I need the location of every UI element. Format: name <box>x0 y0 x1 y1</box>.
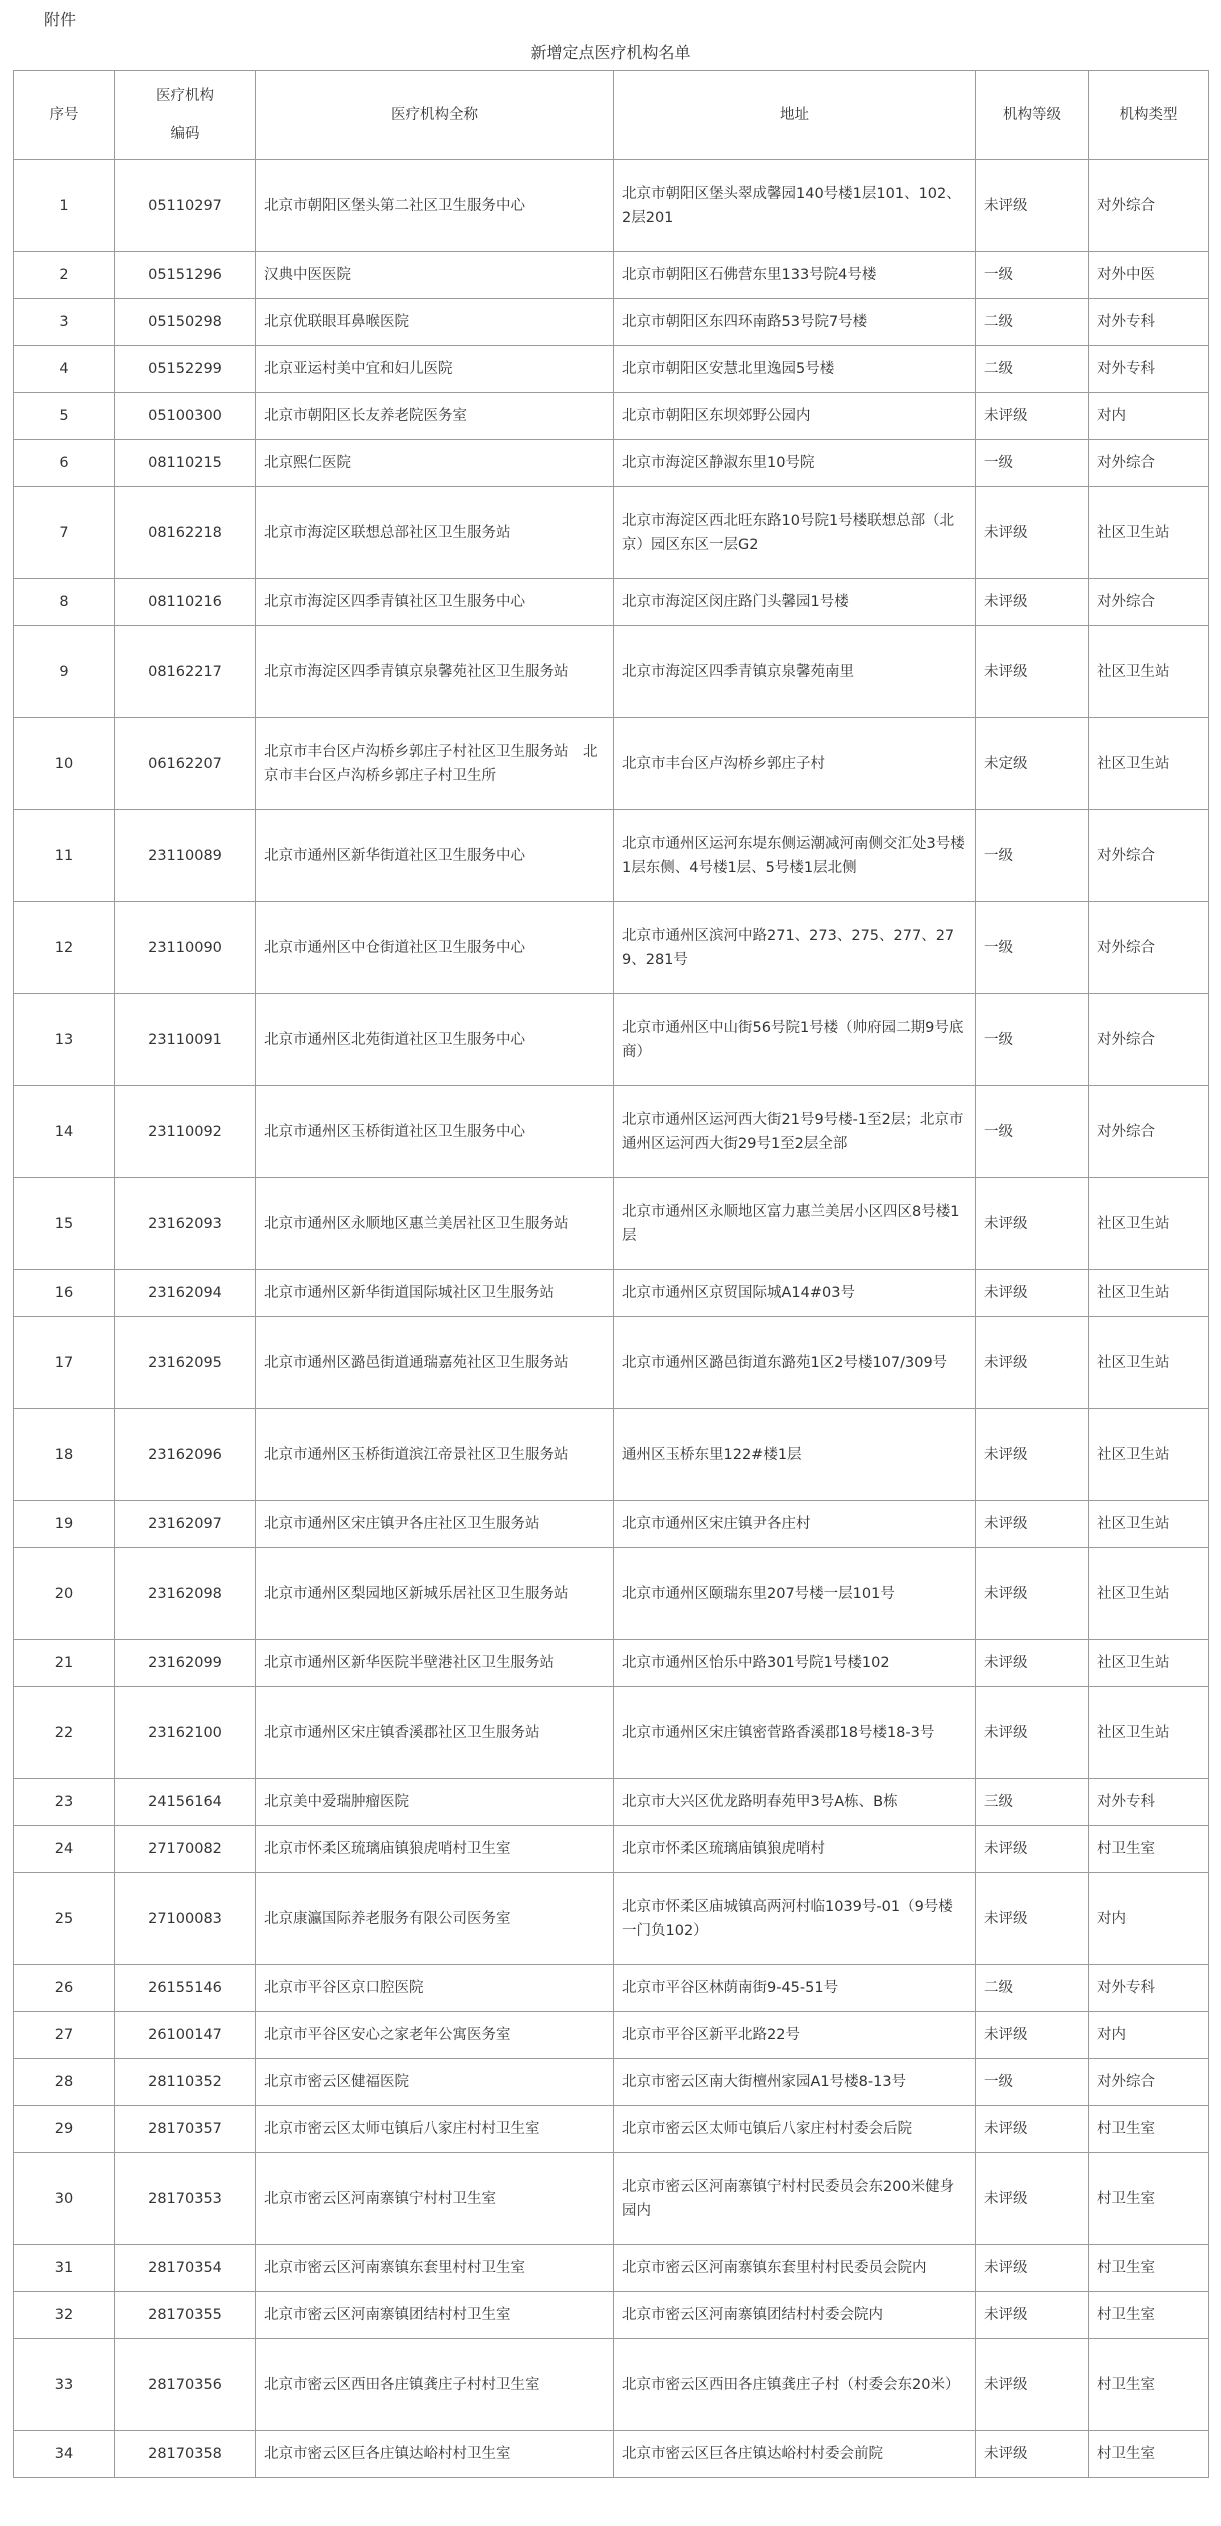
cell-level: 未评级 <box>976 1873 1089 1965</box>
cell-type: 村卫生室 <box>1089 1826 1209 1873</box>
cell-code: 08110216 <box>115 579 256 626</box>
table-row <box>14 1640 1209 1687</box>
cell-name: 北京市通州区梨园地区新城乐居社区卫生服务站 <box>256 1548 614 1640</box>
cell-level: 二级 <box>976 1965 1089 2012</box>
cell-code: 05100300 <box>115 393 256 440</box>
cell-seq: 14 <box>14 1086 115 1178</box>
table-row <box>14 579 1209 626</box>
table-row <box>14 440 1209 487</box>
cell-name: 汉典中医医院 <box>256 252 614 299</box>
table-row <box>14 810 1209 902</box>
table-row <box>14 1687 1209 1779</box>
cell-seq: 18 <box>14 1409 115 1501</box>
cell-seq: 22 <box>14 1687 115 1779</box>
cell-seq: 2 <box>14 252 115 299</box>
cell-name: 北京市密云区河南寨镇宁村村卫生室 <box>256 2153 614 2245</box>
cell-name: 北京市密云区巨各庄镇达峪村村卫生室 <box>256 2431 614 2478</box>
cell-code: 28170354 <box>115 2245 256 2292</box>
cell-code: 28110352 <box>115 2059 256 2106</box>
cell-type: 村卫生室 <box>1089 2245 1209 2292</box>
cell-level: 二级 <box>976 346 1089 393</box>
cell-address: 北京市通州区运河东堤东侧运潮减河南侧交汇处3号楼1层东侧、4号楼1层、5号楼1层北侧 <box>614 810 976 902</box>
cell-code: 06162207 <box>115 718 256 810</box>
cell-name: 北京市通州区中仓街道社区卫生服务中心 <box>256 902 614 994</box>
table-row <box>14 1317 1209 1409</box>
cell-code: 23162098 <box>115 1548 256 1640</box>
cell-type: 对内 <box>1089 2012 1209 2059</box>
cell-level: 未评级 <box>976 160 1089 252</box>
cell-type: 对外中医 <box>1089 252 1209 299</box>
header-seq: 序号 <box>14 71 115 160</box>
cell-code: 27170082 <box>115 1826 256 1873</box>
cell-level: 未评级 <box>976 2431 1089 2478</box>
cell-seq: 25 <box>14 1873 115 1965</box>
cell-type: 社区卫生站 <box>1089 1178 1209 1270</box>
cell-type: 村卫生室 <box>1089 2431 1209 2478</box>
table-row <box>14 718 1209 810</box>
table-row <box>14 1178 1209 1270</box>
header-code-line1: 医疗机构 <box>156 88 214 104</box>
table-row <box>14 346 1209 393</box>
cell-address: 北京市平谷区新平北路22号 <box>614 2012 976 2059</box>
header-type: 机构类型 <box>1089 71 1209 160</box>
cell-name: 北京市密云区河南寨镇团结村村卫生室 <box>256 2292 614 2339</box>
cell-address: 北京市通州区运河西大街21号9号楼-1至2层；北京市通州区运河西大街29号1至2层全部 <box>614 1086 976 1178</box>
cell-address: 北京市通州区宋庄镇密菅路香溪郡18号楼18-3号 <box>614 1687 976 1779</box>
cell-level: 三级 <box>976 1779 1089 1826</box>
cell-code: 28170355 <box>115 2292 256 2339</box>
cell-code: 28170358 <box>115 2431 256 2478</box>
cell-name: 北京美中爱瑞肿瘤医院 <box>256 1779 614 1826</box>
cell-level: 未评级 <box>976 1409 1089 1501</box>
cell-seq: 6 <box>14 440 115 487</box>
cell-name: 北京市通州区北苑街道社区卫生服务中心 <box>256 994 614 1086</box>
cell-type: 对外专科 <box>1089 299 1209 346</box>
cell-address: 北京市海淀区闵庄路门头馨园1号楼 <box>614 579 976 626</box>
cell-level: 未评级 <box>976 2153 1089 2245</box>
cell-type: 社区卫生站 <box>1089 1501 1209 1548</box>
cell-level: 未评级 <box>976 2339 1089 2431</box>
cell-name: 北京市海淀区四季青镇京泉馨苑社区卫生服务站 <box>256 626 614 718</box>
cell-seq: 23 <box>14 1779 115 1826</box>
table-row <box>14 2292 1209 2339</box>
cell-type: 社区卫生站 <box>1089 1270 1209 1317</box>
table-row <box>14 1548 1209 1640</box>
cell-type: 对外综合 <box>1089 440 1209 487</box>
cell-name: 北京市密云区健福医院 <box>256 2059 614 2106</box>
cell-level: 未评级 <box>976 2245 1089 2292</box>
cell-name: 北京市通州区玉桥街道滨江帝景社区卫生服务站 <box>256 1409 614 1501</box>
cell-seq: 7 <box>14 487 115 579</box>
cell-level: 未评级 <box>976 1687 1089 1779</box>
cell-seq: 28 <box>14 2059 115 2106</box>
cell-type: 对外综合 <box>1089 810 1209 902</box>
cell-address: 通州区玉桥东里122#楼1层 <box>614 1409 976 1501</box>
cell-address: 北京市朝阳区东四环南路53号院7号楼 <box>614 299 976 346</box>
cell-seq: 30 <box>14 2153 115 2245</box>
cell-code: 23162097 <box>115 1501 256 1548</box>
cell-seq: 13 <box>14 994 115 1086</box>
cell-address: 北京市怀柔区庙城镇高两河村临1039号-01（9号楼一门负102） <box>614 1873 976 1965</box>
cell-address: 北京市通州区颐瑞东里207号楼一层101号 <box>614 1548 976 1640</box>
cell-code: 08162218 <box>115 487 256 579</box>
cell-seq: 12 <box>14 902 115 994</box>
cell-seq: 5 <box>14 393 115 440</box>
cell-address: 北京市海淀区西北旺东路10号院1号楼联想总部（北京）园区东区一层G2 <box>614 487 976 579</box>
cell-type: 对外综合 <box>1089 1086 1209 1178</box>
cell-seq: 31 <box>14 2245 115 2292</box>
cell-name: 北京市丰台区卢沟桥乡郭庄子村社区卫生服务站 北京市丰台区卢沟桥乡郭庄子村卫生所 <box>256 718 614 810</box>
cell-address: 北京市朝阳区堡头翠成馨园140号楼1层101、102、2层201 <box>614 160 976 252</box>
cell-type: 对外综合 <box>1089 160 1209 252</box>
cell-address: 北京市密云区南大街檀州家园A1号楼8-13号 <box>614 2059 976 2106</box>
cell-name: 北京市平谷区京口腔医院 <box>256 1965 614 2012</box>
cell-level: 未评级 <box>976 579 1089 626</box>
document-title: 新增定点医疗机构名单 <box>530 43 691 62</box>
cell-name: 北京市朝阳区堡头第二社区卫生服务中心 <box>256 160 614 252</box>
table-row <box>14 1270 1209 1317</box>
cell-name: 北京优联眼耳鼻喉医院 <box>256 299 614 346</box>
cell-code: 28170357 <box>115 2106 256 2153</box>
cell-code: 05151296 <box>115 252 256 299</box>
cell-address: 北京市朝阳区石佛营东里133号院4号楼 <box>614 252 976 299</box>
cell-code: 05150298 <box>115 299 256 346</box>
table-row <box>14 299 1209 346</box>
cell-type: 对外综合 <box>1089 994 1209 1086</box>
cell-type: 社区卫生站 <box>1089 487 1209 579</box>
cell-address: 北京市密云区太师屯镇后八家庄村村委会后院 <box>614 2106 976 2153</box>
cell-address: 北京市密云区河南寨镇宁村村民委员会东200米健身园内 <box>614 2153 976 2245</box>
cell-name: 北京康瀛国际养老服务有限公司医务室 <box>256 1873 614 1965</box>
cell-name: 北京市朝阳区长友养老院医务室 <box>256 393 614 440</box>
table-header-row <box>14 71 1209 160</box>
cell-code: 28170356 <box>115 2339 256 2431</box>
cell-type: 对外综合 <box>1089 579 1209 626</box>
table-row <box>14 1086 1209 1178</box>
cell-address: 北京市平谷区林荫南街9-45-51号 <box>614 1965 976 2012</box>
table-row <box>14 902 1209 994</box>
cell-type: 对外专科 <box>1089 346 1209 393</box>
cell-address: 北京市通州区怡乐中路301号院1号楼102 <box>614 1640 976 1687</box>
cell-code: 23110090 <box>115 902 256 994</box>
cell-level: 未评级 <box>976 1826 1089 1873</box>
cell-code: 26155146 <box>115 1965 256 2012</box>
cell-address: 北京市丰台区卢沟桥乡郭庄子村 <box>614 718 976 810</box>
table-row <box>14 2106 1209 2153</box>
cell-type: 社区卫生站 <box>1089 1548 1209 1640</box>
cell-seq: 19 <box>14 1501 115 1548</box>
cell-address: 北京市密云区河南寨镇东套里村村民委员会院内 <box>614 2245 976 2292</box>
cell-name: 北京市平谷区安心之家老年公寓医务室 <box>256 2012 614 2059</box>
cell-name: 北京市通州区新华街道社区卫生服务中心 <box>256 810 614 902</box>
cell-level: 未评级 <box>976 1178 1089 1270</box>
cell-seq: 17 <box>14 1317 115 1409</box>
cell-seq: 33 <box>14 2339 115 2431</box>
cell-level: 一级 <box>976 902 1089 994</box>
cell-type: 对内 <box>1089 393 1209 440</box>
cell-address: 北京市怀柔区琉璃庙镇狼虎哨村 <box>614 1826 976 1873</box>
cell-address: 北京市朝阳区安慧北里逸园5号楼 <box>614 346 976 393</box>
cell-type: 对外专科 <box>1089 1965 1209 2012</box>
cell-seq: 3 <box>14 299 115 346</box>
cell-level: 未评级 <box>976 1501 1089 1548</box>
cell-level: 一级 <box>976 2059 1089 2106</box>
header-name: 医疗机构全称 <box>256 71 614 160</box>
cell-name: 北京市密云区河南寨镇东套里村村卫生室 <box>256 2245 614 2292</box>
cell-address: 北京市海淀区四季青镇京泉馨苑南里 <box>614 626 976 718</box>
cell-code: 05110297 <box>115 160 256 252</box>
table-row <box>14 160 1209 252</box>
cell-type: 对外专科 <box>1089 1779 1209 1826</box>
cell-code: 27100083 <box>115 1873 256 1965</box>
cell-code: 23110092 <box>115 1086 256 1178</box>
cell-name: 北京市通州区玉桥街道社区卫生服务中心 <box>256 1086 614 1178</box>
cell-type: 村卫生室 <box>1089 2153 1209 2245</box>
cell-code: 08162217 <box>115 626 256 718</box>
table-row <box>14 393 1209 440</box>
table-row <box>14 1409 1209 1501</box>
cell-name: 北京市通州区宋庄镇香溪郡社区卫生服务站 <box>256 1687 614 1779</box>
cell-level: 一级 <box>976 810 1089 902</box>
cell-level: 二级 <box>976 299 1089 346</box>
cell-address: 北京市通州区京贸国际城A14#03号 <box>614 1270 976 1317</box>
cell-level: 一级 <box>976 994 1089 1086</box>
cell-code: 24156164 <box>115 1779 256 1826</box>
table-row <box>14 1501 1209 1548</box>
header-level: 机构等级 <box>976 71 1089 160</box>
cell-seq: 34 <box>14 2431 115 2478</box>
cell-seq: 20 <box>14 1548 115 1640</box>
cell-address: 北京市大兴区优龙路明春苑甲3号A栋、B栋 <box>614 1779 976 1826</box>
table-row <box>14 1779 1209 1826</box>
cell-code: 23162094 <box>115 1270 256 1317</box>
cell-type: 社区卫生站 <box>1089 718 1209 810</box>
cell-code: 05152299 <box>115 346 256 393</box>
cell-level: 一级 <box>976 1086 1089 1178</box>
cell-address: 北京市通州区宋庄镇尹各庄村 <box>614 1501 976 1548</box>
cell-seq: 29 <box>14 2106 115 2153</box>
cell-level: 未评级 <box>976 487 1089 579</box>
cell-seq: 21 <box>14 1640 115 1687</box>
cell-level: 一级 <box>976 252 1089 299</box>
cell-seq: 24 <box>14 1826 115 1873</box>
cell-name: 北京市通州区永顺地区惠兰美居社区卫生服务站 <box>256 1178 614 1270</box>
table-row <box>14 2153 1209 2245</box>
cell-type: 村卫生室 <box>1089 2292 1209 2339</box>
cell-name: 北京市通州区宋庄镇尹各庄社区卫生服务站 <box>256 1501 614 1548</box>
cell-type: 村卫生室 <box>1089 2339 1209 2431</box>
table-row <box>14 2245 1209 2292</box>
cell-seq: 8 <box>14 579 115 626</box>
table-row <box>14 1873 1209 1965</box>
cell-code: 23162093 <box>115 1178 256 1270</box>
cell-level: 未评级 <box>976 2012 1089 2059</box>
cell-name: 北京亚运村美中宜和妇儿医院 <box>256 346 614 393</box>
cell-name: 北京市海淀区四季青镇社区卫生服务中心 <box>256 579 614 626</box>
cell-level: 一级 <box>976 440 1089 487</box>
cell-address: 北京市密云区西田各庄镇龚庄子村（村委会东20米） <box>614 2339 976 2431</box>
cell-level: 未评级 <box>976 2292 1089 2339</box>
cell-type: 对内 <box>1089 1873 1209 1965</box>
cell-type: 社区卫生站 <box>1089 1687 1209 1779</box>
cell-seq: 32 <box>14 2292 115 2339</box>
cell-address: 北京市通州区滨河中路271、273、275、277、279、281号 <box>614 902 976 994</box>
cell-address: 北京市密云区河南寨镇团结村村委会院内 <box>614 2292 976 2339</box>
cell-type: 对外综合 <box>1089 2059 1209 2106</box>
cell-address: 北京市通州区永顺地区富力惠兰美居小区四区8号楼1层 <box>614 1178 976 1270</box>
cell-name: 北京市海淀区联想总部社区卫生服务站 <box>256 487 614 579</box>
cell-name: 北京市怀柔区琉璃庙镇狼虎哨村卫生室 <box>256 1826 614 1873</box>
table-row <box>14 2012 1209 2059</box>
cell-seq: 27 <box>14 2012 115 2059</box>
cell-level: 未评级 <box>976 1640 1089 1687</box>
table-row <box>14 2431 1209 2478</box>
cell-code: 23110089 <box>115 810 256 902</box>
cell-type: 社区卫生站 <box>1089 1640 1209 1687</box>
table-row <box>14 2059 1209 2106</box>
cell-address: 北京市通州区潞邑街道东潞苑1区2号楼107/309号 <box>614 1317 976 1409</box>
cell-name: 北京市通州区新华医院半壁港社区卫生服务站 <box>256 1640 614 1687</box>
table-row <box>14 2339 1209 2431</box>
cell-type: 对外综合 <box>1089 902 1209 994</box>
cell-code: 23162099 <box>115 1640 256 1687</box>
table-row <box>14 994 1209 1086</box>
cell-seq: 15 <box>14 1178 115 1270</box>
cell-level: 未评级 <box>976 1317 1089 1409</box>
cell-address: 北京市密云区巨各庄镇达峪村村委会前院 <box>614 2431 976 2478</box>
cell-seq: 10 <box>14 718 115 810</box>
cell-level: 未评级 <box>976 1270 1089 1317</box>
header-address: 地址 <box>614 71 976 160</box>
cell-seq: 11 <box>14 810 115 902</box>
cell-code: 23162095 <box>115 1317 256 1409</box>
attachment-label: 附件 <box>44 10 77 29</box>
cell-type: 村卫生室 <box>1089 2106 1209 2153</box>
cell-seq: 26 <box>14 1965 115 2012</box>
cell-code: 26100147 <box>115 2012 256 2059</box>
cell-address: 北京市海淀区静淑东里10号院 <box>614 440 976 487</box>
cell-name: 北京熙仁医院 <box>256 440 614 487</box>
cell-level: 未评级 <box>976 1548 1089 1640</box>
cell-seq: 4 <box>14 346 115 393</box>
table-row <box>14 626 1209 718</box>
cell-code: 08110215 <box>115 440 256 487</box>
table-row <box>14 1965 1209 2012</box>
cell-code: 23162096 <box>115 1409 256 1501</box>
cell-address: 北京市朝阳区东坝郊野公园内 <box>614 393 976 440</box>
cell-level: 未评级 <box>976 393 1089 440</box>
cell-level: 未评级 <box>976 2106 1089 2153</box>
cell-code: 23110091 <box>115 994 256 1086</box>
cell-name: 北京市密云区太师屯镇后八家庄村村卫生室 <box>256 2106 614 2153</box>
table-row <box>14 252 1209 299</box>
cell-code: 28170353 <box>115 2153 256 2245</box>
cell-name: 北京市通州区新华街道国际城社区卫生服务站 <box>256 1270 614 1317</box>
cell-seq: 1 <box>14 160 115 252</box>
cell-address: 北京市通州区中山街56号院1号楼（帅府园二期9号底商） <box>614 994 976 1086</box>
header-code-line2: 编码 <box>170 126 200 142</box>
cell-name: 北京市通州区潞邑街道通瑞嘉苑社区卫生服务站 <box>256 1317 614 1409</box>
table-body <box>14 160 1209 2478</box>
cell-code: 23162100 <box>115 1687 256 1779</box>
cell-level: 未评级 <box>976 626 1089 718</box>
cell-seq: 16 <box>14 1270 115 1317</box>
cell-type: 社区卫生站 <box>1089 626 1209 718</box>
cell-seq: 9 <box>14 626 115 718</box>
cell-type: 社区卫生站 <box>1089 1317 1209 1409</box>
cell-name: 北京市密云区西田各庄镇龚庄子村村卫生室 <box>256 2339 614 2431</box>
table-row <box>14 1826 1209 1873</box>
header-code <box>115 71 256 160</box>
cell-level: 未定级 <box>976 718 1089 810</box>
table-row <box>14 487 1209 579</box>
institution-table <box>13 70 1209 2478</box>
cell-type: 社区卫生站 <box>1089 1409 1209 1501</box>
